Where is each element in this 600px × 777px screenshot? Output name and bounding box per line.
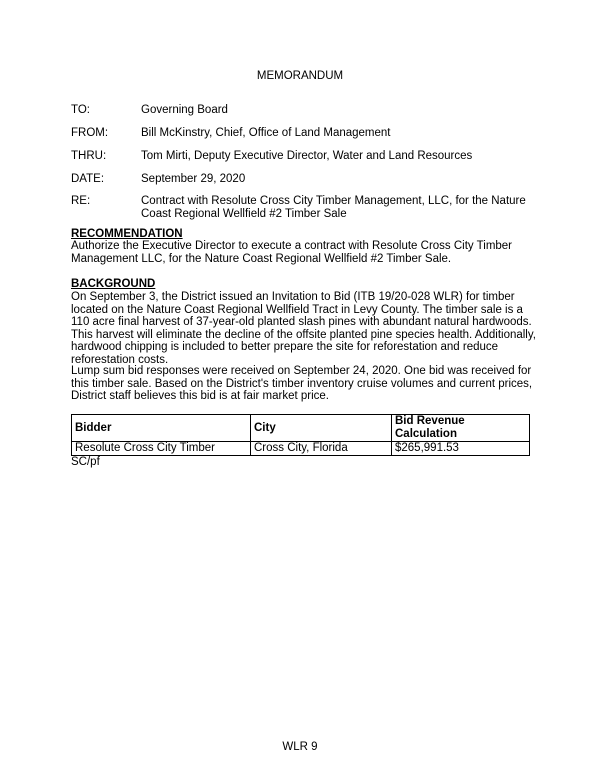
thru-label: THRU: [71, 150, 107, 162]
to-label: TO: [71, 104, 90, 116]
date-value: September 29, 2020 [141, 173, 246, 185]
re-value: Contract with Resolute Cross City Timber Management, LLC, for the Nature Coast Regional Wellfield #2 Timber Sale [141, 195, 526, 220]
recommendation-heading: RECOMMENDATION [71, 228, 183, 240]
thru-value: Tom Mirti, Deputy Executive Director, Water and Land Resources [141, 150, 473, 162]
initials: SC/pf [71, 456, 100, 468]
table-header-city: City [251, 415, 392, 442]
table-header-bid-revenue: Bid Revenue Calculation [392, 415, 530, 442]
background-heading: BACKGROUND [71, 278, 156, 290]
table-cell-bid-revenue: $265,991.53 [392, 442, 530, 456]
table-header-row [72, 415, 530, 442]
table-header-bidder: Bidder [72, 415, 251, 442]
background-paragraph-2: Lump sum bid responses were received on September 24, 2020. One bid was received for this timber sale. Based on the District's timber inventory cruise volumes and current prices, District staff believes this bid is at fair market price. [71, 365, 533, 402]
recommendation-text: Authorize the Executive Director to execute a contract with Resolute Cross City Timber Management LLC, for the Nature Coast Regional Wellfield #2 Timber Sale. [71, 240, 513, 265]
table-cell-bidder: Resolute Cross City Timber [72, 442, 251, 456]
background-paragraph-1: On September 3, the District issued an Invitation to Bid (ITB 19/20-028 WLR) for timber located on the Nature Coast Regional Wellfield Tract in Levy County. The timber sale is a 110 acre final harvest of 37-year-old planted slash pines with abundant natural hardwoods. This harvest will eliminate the decline of the offsite planted pine species health. Additionally, hardwood chipping is included to better prepare the site for reforestation and reduce reforestation costs. [71, 291, 536, 366]
table-cell-city: Cross City, Florida [251, 442, 392, 456]
bid-table [71, 414, 530, 456]
date-label: DATE: [71, 173, 105, 185]
from-label: FROM: [71, 127, 109, 139]
re-label: RE: [71, 195, 91, 207]
to-value: Governing Board [141, 104, 228, 116]
from-value: Bill McKinstry, Chief, Office of Land Management [141, 127, 391, 139]
memo-title: MEMORANDUM [256, 70, 344, 82]
page-footer: WLR 9 [282, 741, 318, 753]
table-row [72, 442, 530, 456]
